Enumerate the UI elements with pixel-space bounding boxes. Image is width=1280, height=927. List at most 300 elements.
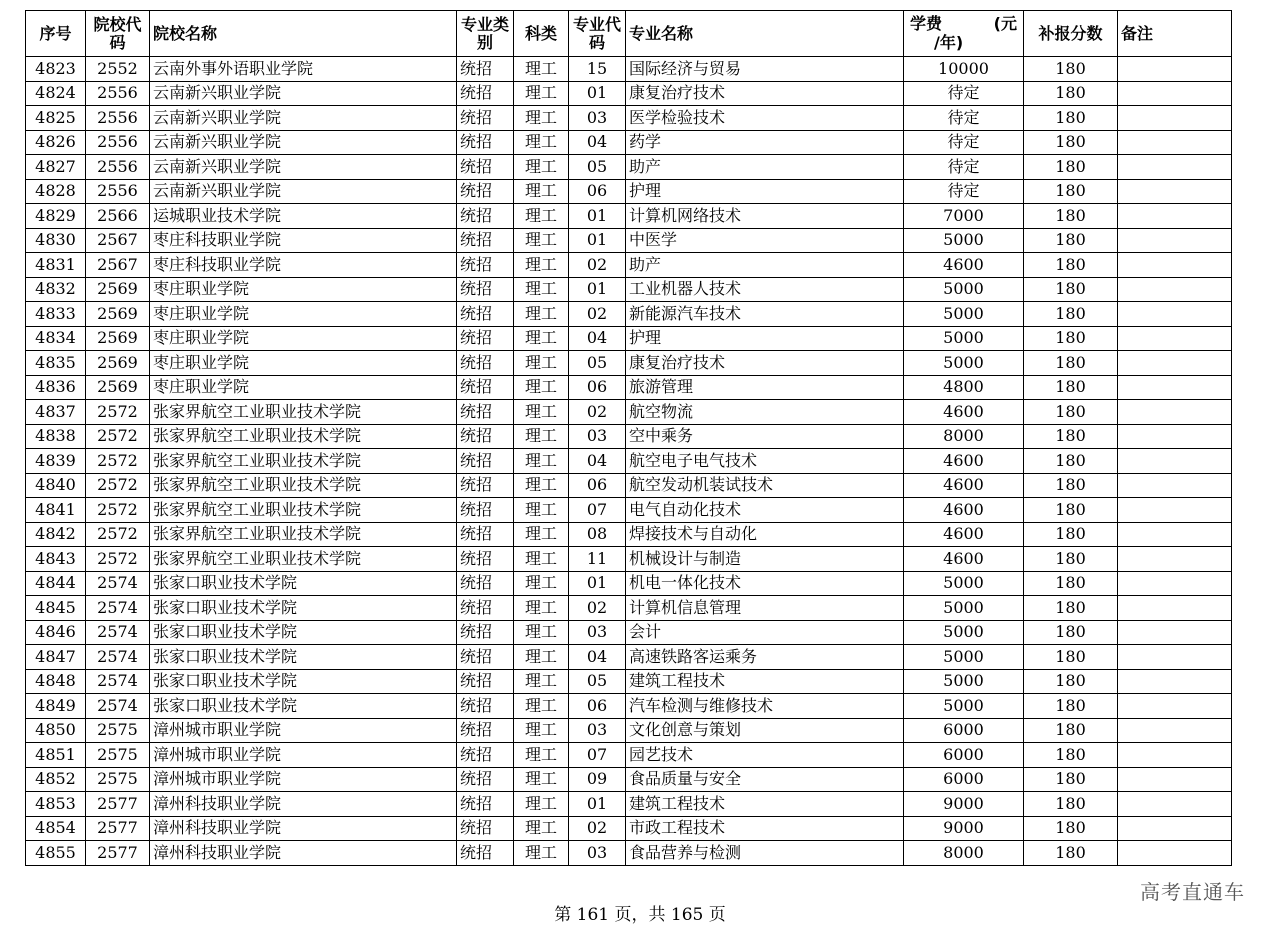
cell-major-type: 统招 xyxy=(457,204,514,229)
cell-note xyxy=(1118,155,1232,180)
cell-subject: 理工 xyxy=(514,669,569,694)
cell-fee: 5000 xyxy=(904,645,1024,670)
cell-note xyxy=(1118,204,1232,229)
cell-major-code: 05 xyxy=(569,669,626,694)
cell-seq: 4842 xyxy=(26,522,86,547)
cell-subject: 理工 xyxy=(514,767,569,792)
table-row xyxy=(26,81,1232,106)
cell-school-code: 2574 xyxy=(86,571,150,596)
cell-school-code: 2577 xyxy=(86,792,150,817)
cell-school-name: 漳州城市职业学院 xyxy=(150,743,457,768)
cell-note xyxy=(1118,326,1232,351)
cell-major-type: 统招 xyxy=(457,596,514,621)
cell-fee: 6000 xyxy=(904,718,1024,743)
cell-fee: 4600 xyxy=(904,253,1024,278)
cell-major-name: 康复治疗技术 xyxy=(626,351,904,376)
cell-fee: 5000 xyxy=(904,620,1024,645)
cell-seq: 4831 xyxy=(26,253,86,278)
cell-fee: 5000 xyxy=(904,228,1024,253)
cell-seq: 4837 xyxy=(26,400,86,425)
table-row xyxy=(26,106,1232,131)
cell-subject: 理工 xyxy=(514,155,569,180)
cell-note xyxy=(1118,571,1232,596)
cell-score: 180 xyxy=(1024,57,1118,82)
cell-major-code: 08 xyxy=(569,522,626,547)
cell-major-code: 01 xyxy=(569,228,626,253)
cell-score: 180 xyxy=(1024,106,1118,131)
cell-major-code: 01 xyxy=(569,571,626,596)
cell-major-code: 06 xyxy=(569,473,626,498)
cell-subject: 理工 xyxy=(514,228,569,253)
cell-major-name: 助产 xyxy=(626,155,904,180)
table-row xyxy=(26,179,1232,204)
cell-seq: 4843 xyxy=(26,547,86,572)
cell-major-code: 04 xyxy=(569,326,626,351)
cell-subject: 理工 xyxy=(514,743,569,768)
cell-score: 180 xyxy=(1024,155,1118,180)
cell-note xyxy=(1118,253,1232,278)
cell-school-name: 云南新兴职业学院 xyxy=(150,130,457,155)
cell-major-name: 园艺技术 xyxy=(626,743,904,768)
table-row xyxy=(26,620,1232,645)
table-row xyxy=(26,571,1232,596)
cell-school-name: 张家口职业技术学院 xyxy=(150,596,457,621)
table-row xyxy=(26,596,1232,621)
cell-score: 180 xyxy=(1024,547,1118,572)
cell-major-type: 统招 xyxy=(457,498,514,523)
cell-major-code: 04 xyxy=(569,449,626,474)
header-fee xyxy=(904,11,1024,57)
cell-major-name: 建筑工程技术 xyxy=(626,792,904,817)
cell-subject: 理工 xyxy=(514,57,569,82)
cell-school-name: 枣庄科技职业学院 xyxy=(150,228,457,253)
table-row xyxy=(26,498,1232,523)
cell-school-code: 2569 xyxy=(86,351,150,376)
table-row xyxy=(26,694,1232,719)
cell-major-code: 07 xyxy=(569,743,626,768)
cell-note xyxy=(1118,767,1232,792)
cell-major-name: 空中乘务 xyxy=(626,424,904,449)
cell-major-type: 统招 xyxy=(457,424,514,449)
cell-seq: 4839 xyxy=(26,449,86,474)
cell-note xyxy=(1118,179,1232,204)
cell-note xyxy=(1118,302,1232,327)
cell-score: 180 xyxy=(1024,179,1118,204)
cell-note xyxy=(1118,522,1232,547)
cell-note xyxy=(1118,351,1232,376)
cell-school-name: 云南新兴职业学院 xyxy=(150,179,457,204)
cell-seq: 4848 xyxy=(26,669,86,694)
cell-school-name: 枣庄职业学院 xyxy=(150,375,457,400)
cell-subject: 理工 xyxy=(514,400,569,425)
cell-major-type: 统招 xyxy=(457,228,514,253)
header-score: 补报分数 xyxy=(1024,11,1118,57)
table-row xyxy=(26,816,1232,841)
cell-score: 180 xyxy=(1024,792,1118,817)
cell-subject: 理工 xyxy=(514,277,569,302)
cell-note xyxy=(1118,375,1232,400)
cell-major-name: 焊接技术与自动化 xyxy=(626,522,904,547)
cell-seq: 4851 xyxy=(26,743,86,768)
cell-note xyxy=(1118,106,1232,131)
cell-school-code: 2572 xyxy=(86,473,150,498)
cell-major-code: 01 xyxy=(569,792,626,817)
cell-seq: 4829 xyxy=(26,204,86,229)
cell-major-type: 统招 xyxy=(457,375,514,400)
cell-fee: 4600 xyxy=(904,449,1024,474)
cell-major-code: 06 xyxy=(569,375,626,400)
page-footer: 第 161 页，共 165 页 xyxy=(554,905,726,925)
cell-subject: 理工 xyxy=(514,571,569,596)
cell-major-type: 统招 xyxy=(457,571,514,596)
cell-note xyxy=(1118,473,1232,498)
cell-school-name: 张家口职业技术学院 xyxy=(150,620,457,645)
cell-note xyxy=(1118,669,1232,694)
cell-school-code: 2575 xyxy=(86,743,150,768)
header-school-name: 院校名称 xyxy=(150,11,457,57)
cell-school-name: 张家界航空工业职业技术学院 xyxy=(150,547,457,572)
cell-subject: 理工 xyxy=(514,841,569,866)
cell-major-type: 统招 xyxy=(457,277,514,302)
cell-subject: 理工 xyxy=(514,498,569,523)
table-row xyxy=(26,277,1232,302)
cell-fee: 5000 xyxy=(904,694,1024,719)
cell-school-code: 2572 xyxy=(86,522,150,547)
cell-score: 180 xyxy=(1024,669,1118,694)
cell-major-name: 中医学 xyxy=(626,228,904,253)
cell-major-code: 05 xyxy=(569,351,626,376)
cell-score: 180 xyxy=(1024,571,1118,596)
cell-fee: 待定 xyxy=(904,130,1024,155)
cell-subject: 理工 xyxy=(514,449,569,474)
cell-subject: 理工 xyxy=(514,596,569,621)
cell-major-type: 统招 xyxy=(457,155,514,180)
cell-major-type: 统招 xyxy=(457,547,514,572)
cell-seq: 4855 xyxy=(26,841,86,866)
cell-major-code: 09 xyxy=(569,767,626,792)
table-row xyxy=(26,792,1232,817)
header-fee-unit-1: (元 xyxy=(993,14,1017,33)
cell-fee: 4600 xyxy=(904,400,1024,425)
cell-major-code: 15 xyxy=(569,57,626,82)
cell-school-name: 张家口职业技术学院 xyxy=(150,645,457,670)
cell-note xyxy=(1118,57,1232,82)
cell-seq: 4852 xyxy=(26,767,86,792)
cell-school-name: 张家界航空工业职业技术学院 xyxy=(150,449,457,474)
cell-major-name: 航空电子电气技术 xyxy=(626,449,904,474)
table-row xyxy=(26,669,1232,694)
cell-fee: 5000 xyxy=(904,351,1024,376)
cell-major-name: 助产 xyxy=(626,253,904,278)
cell-note xyxy=(1118,620,1232,645)
cell-school-code: 2566 xyxy=(86,204,150,229)
header-note: 备注 xyxy=(1118,11,1232,57)
cell-school-name: 张家口职业技术学院 xyxy=(150,694,457,719)
table-row xyxy=(26,522,1232,547)
cell-major-name: 国际经济与贸易 xyxy=(626,57,904,82)
cell-note xyxy=(1118,424,1232,449)
cell-major-name: 计算机信息管理 xyxy=(626,596,904,621)
cell-major-code: 07 xyxy=(569,498,626,523)
cell-note xyxy=(1118,816,1232,841)
cell-school-name: 枣庄科技职业学院 xyxy=(150,253,457,278)
cell-major-name: 文化创意与策划 xyxy=(626,718,904,743)
cell-school-name: 漳州科技职业学院 xyxy=(150,841,457,866)
cell-score: 180 xyxy=(1024,375,1118,400)
cell-note xyxy=(1118,694,1232,719)
cell-note xyxy=(1118,277,1232,302)
cell-major-code: 03 xyxy=(569,718,626,743)
cell-note xyxy=(1118,400,1232,425)
header-major-code: 专业代码 xyxy=(569,11,626,57)
cell-score: 180 xyxy=(1024,253,1118,278)
cell-note xyxy=(1118,228,1232,253)
table-header-row xyxy=(26,11,1232,57)
header-seq: 序号 xyxy=(26,11,86,57)
cell-seq: 4853 xyxy=(26,792,86,817)
cell-subject: 理工 xyxy=(514,547,569,572)
table-row xyxy=(26,326,1232,351)
cell-fee: 4800 xyxy=(904,375,1024,400)
cell-seq: 4834 xyxy=(26,326,86,351)
cell-score: 180 xyxy=(1024,718,1118,743)
cell-school-code: 2567 xyxy=(86,253,150,278)
cell-score: 180 xyxy=(1024,326,1118,351)
cell-fee: 5000 xyxy=(904,277,1024,302)
cell-school-code: 2574 xyxy=(86,645,150,670)
cell-major-name: 计算机网络技术 xyxy=(626,204,904,229)
cell-school-name: 漳州科技职业学院 xyxy=(150,792,457,817)
cell-subject: 理工 xyxy=(514,253,569,278)
cell-seq: 4849 xyxy=(26,694,86,719)
cell-subject: 理工 xyxy=(514,620,569,645)
cell-major-type: 统招 xyxy=(457,473,514,498)
cell-school-code: 2574 xyxy=(86,596,150,621)
cell-major-code: 02 xyxy=(569,302,626,327)
cell-subject: 理工 xyxy=(514,106,569,131)
cell-score: 180 xyxy=(1024,620,1118,645)
cell-major-type: 统招 xyxy=(457,694,514,719)
cell-subject: 理工 xyxy=(514,816,569,841)
cell-subject: 理工 xyxy=(514,375,569,400)
cell-major-name: 航空发动机装试技术 xyxy=(626,473,904,498)
cell-school-name: 云南新兴职业学院 xyxy=(150,81,457,106)
cell-school-code: 2572 xyxy=(86,498,150,523)
cell-seq: 4847 xyxy=(26,645,86,670)
cell-score: 180 xyxy=(1024,400,1118,425)
cell-school-code: 2575 xyxy=(86,718,150,743)
cell-major-type: 统招 xyxy=(457,106,514,131)
cell-school-name: 张家界航空工业职业技术学院 xyxy=(150,400,457,425)
cell-school-code: 2569 xyxy=(86,326,150,351)
table-row xyxy=(26,767,1232,792)
cell-score: 180 xyxy=(1024,204,1118,229)
cell-school-name: 云南新兴职业学院 xyxy=(150,106,457,131)
cell-school-code: 2572 xyxy=(86,400,150,425)
cell-major-type: 统招 xyxy=(457,743,514,768)
cell-score: 180 xyxy=(1024,816,1118,841)
cell-major-type: 统招 xyxy=(457,522,514,547)
cell-seq: 4841 xyxy=(26,498,86,523)
cell-school-name: 张家口职业技术学院 xyxy=(150,571,457,596)
cell-major-name: 药学 xyxy=(626,130,904,155)
table-row xyxy=(26,743,1232,768)
table-row xyxy=(26,253,1232,278)
cell-school-name: 运城职业技术学院 xyxy=(150,204,457,229)
cell-note xyxy=(1118,547,1232,572)
cell-fee: 待定 xyxy=(904,155,1024,180)
cell-subject: 理工 xyxy=(514,522,569,547)
cell-fee: 9000 xyxy=(904,792,1024,817)
cell-seq: 4840 xyxy=(26,473,86,498)
cell-fee: 5000 xyxy=(904,302,1024,327)
cell-school-name: 漳州城市职业学院 xyxy=(150,718,457,743)
cell-school-name: 张家界航空工业职业技术学院 xyxy=(150,498,457,523)
cell-seq: 4846 xyxy=(26,620,86,645)
cell-major-name: 护理 xyxy=(626,179,904,204)
cell-subject: 理工 xyxy=(514,179,569,204)
cell-school-code: 2575 xyxy=(86,767,150,792)
cell-fee: 6000 xyxy=(904,767,1024,792)
cell-major-name: 航空物流 xyxy=(626,400,904,425)
cell-school-code: 2569 xyxy=(86,277,150,302)
cell-seq: 4850 xyxy=(26,718,86,743)
cell-subject: 理工 xyxy=(514,351,569,376)
cell-major-name: 工业机器人技术 xyxy=(626,277,904,302)
cell-major-type: 统招 xyxy=(457,841,514,866)
cell-school-name: 云南外事外语职业学院 xyxy=(150,57,457,82)
cell-subject: 理工 xyxy=(514,792,569,817)
cell-note xyxy=(1118,841,1232,866)
table-row xyxy=(26,204,1232,229)
table-row xyxy=(26,449,1232,474)
cell-major-type: 统招 xyxy=(457,326,514,351)
cell-fee: 5000 xyxy=(904,596,1024,621)
cell-subject: 理工 xyxy=(514,645,569,670)
table-row xyxy=(26,841,1232,866)
cell-score: 180 xyxy=(1024,596,1118,621)
watermark-text: 高考直通车 xyxy=(1140,880,1245,904)
cell-major-type: 统招 xyxy=(457,302,514,327)
cell-major-code: 06 xyxy=(569,694,626,719)
cell-major-name: 电气自动化技术 xyxy=(626,498,904,523)
cell-score: 180 xyxy=(1024,743,1118,768)
cell-fee: 4600 xyxy=(904,498,1024,523)
table-row xyxy=(26,351,1232,376)
cell-subject: 理工 xyxy=(514,130,569,155)
cell-major-type: 统招 xyxy=(457,620,514,645)
cell-major-code: 01 xyxy=(569,81,626,106)
cell-seq: 4845 xyxy=(26,596,86,621)
cell-fee: 7000 xyxy=(904,204,1024,229)
cell-major-type: 统招 xyxy=(457,792,514,817)
cell-school-code: 2556 xyxy=(86,130,150,155)
cell-seq: 4836 xyxy=(26,375,86,400)
cell-major-name: 医学检验技术 xyxy=(626,106,904,131)
cell-fee: 4600 xyxy=(904,473,1024,498)
cell-major-name: 汽车检测与维修技术 xyxy=(626,694,904,719)
cell-school-name: 枣庄职业学院 xyxy=(150,326,457,351)
cell-seq: 4823 xyxy=(26,57,86,82)
cell-score: 180 xyxy=(1024,302,1118,327)
cell-major-type: 统招 xyxy=(457,130,514,155)
table-row xyxy=(26,645,1232,670)
cell-subject: 理工 xyxy=(514,204,569,229)
table-row xyxy=(26,718,1232,743)
cell-fee: 5000 xyxy=(904,669,1024,694)
cell-major-code: 02 xyxy=(569,816,626,841)
cell-score: 180 xyxy=(1024,473,1118,498)
cell-fee: 待定 xyxy=(904,106,1024,131)
cell-major-name: 护理 xyxy=(626,326,904,351)
cell-note xyxy=(1118,81,1232,106)
table-row xyxy=(26,547,1232,572)
cell-major-name: 机械设计与制造 xyxy=(626,547,904,572)
cell-school-code: 2572 xyxy=(86,449,150,474)
cell-score: 180 xyxy=(1024,228,1118,253)
cell-major-type: 统招 xyxy=(457,718,514,743)
admission-table xyxy=(25,10,1232,866)
cell-major-name: 会计 xyxy=(626,620,904,645)
cell-school-name: 张家界航空工业职业技术学院 xyxy=(150,522,457,547)
cell-fee: 8000 xyxy=(904,841,1024,866)
table-row xyxy=(26,302,1232,327)
cell-school-code: 2572 xyxy=(86,424,150,449)
cell-major-code: 11 xyxy=(569,547,626,572)
cell-note xyxy=(1118,596,1232,621)
cell-major-type: 统招 xyxy=(457,253,514,278)
cell-school-code: 2567 xyxy=(86,228,150,253)
cell-subject: 理工 xyxy=(514,424,569,449)
cell-score: 180 xyxy=(1024,645,1118,670)
cell-major-type: 统招 xyxy=(457,351,514,376)
cell-major-type: 统招 xyxy=(457,179,514,204)
cell-fee: 待定 xyxy=(904,81,1024,106)
cell-major-code: 03 xyxy=(569,106,626,131)
cell-fee: 5000 xyxy=(904,571,1024,596)
cell-major-name: 市政工程技术 xyxy=(626,816,904,841)
table-row xyxy=(26,228,1232,253)
cell-major-code: 03 xyxy=(569,620,626,645)
cell-major-type: 统招 xyxy=(457,449,514,474)
cell-school-name: 枣庄职业学院 xyxy=(150,302,457,327)
table-row xyxy=(26,57,1232,82)
cell-school-name: 枣庄职业学院 xyxy=(150,277,457,302)
cell-school-code: 2556 xyxy=(86,81,150,106)
cell-note xyxy=(1118,743,1232,768)
cell-school-name: 张家界航空工业职业技术学院 xyxy=(150,424,457,449)
cell-score: 180 xyxy=(1024,424,1118,449)
cell-school-name: 张家界航空工业职业技术学院 xyxy=(150,473,457,498)
cell-note xyxy=(1118,645,1232,670)
table-row xyxy=(26,155,1232,180)
cell-major-code: 06 xyxy=(569,179,626,204)
cell-note xyxy=(1118,792,1232,817)
header-fee-unit-2: /年) xyxy=(934,33,964,52)
cell-seq: 4824 xyxy=(26,81,86,106)
cell-seq: 4835 xyxy=(26,351,86,376)
cell-fee: 8000 xyxy=(904,424,1024,449)
cell-school-code: 2552 xyxy=(86,57,150,82)
cell-major-code: 03 xyxy=(569,424,626,449)
cell-seq: 4830 xyxy=(26,228,86,253)
cell-major-type: 统招 xyxy=(457,669,514,694)
cell-fee: 4600 xyxy=(904,522,1024,547)
cell-school-code: 2572 xyxy=(86,547,150,572)
cell-school-code: 2556 xyxy=(86,179,150,204)
cell-major-name: 旅游管理 xyxy=(626,375,904,400)
cell-major-code: 03 xyxy=(569,841,626,866)
